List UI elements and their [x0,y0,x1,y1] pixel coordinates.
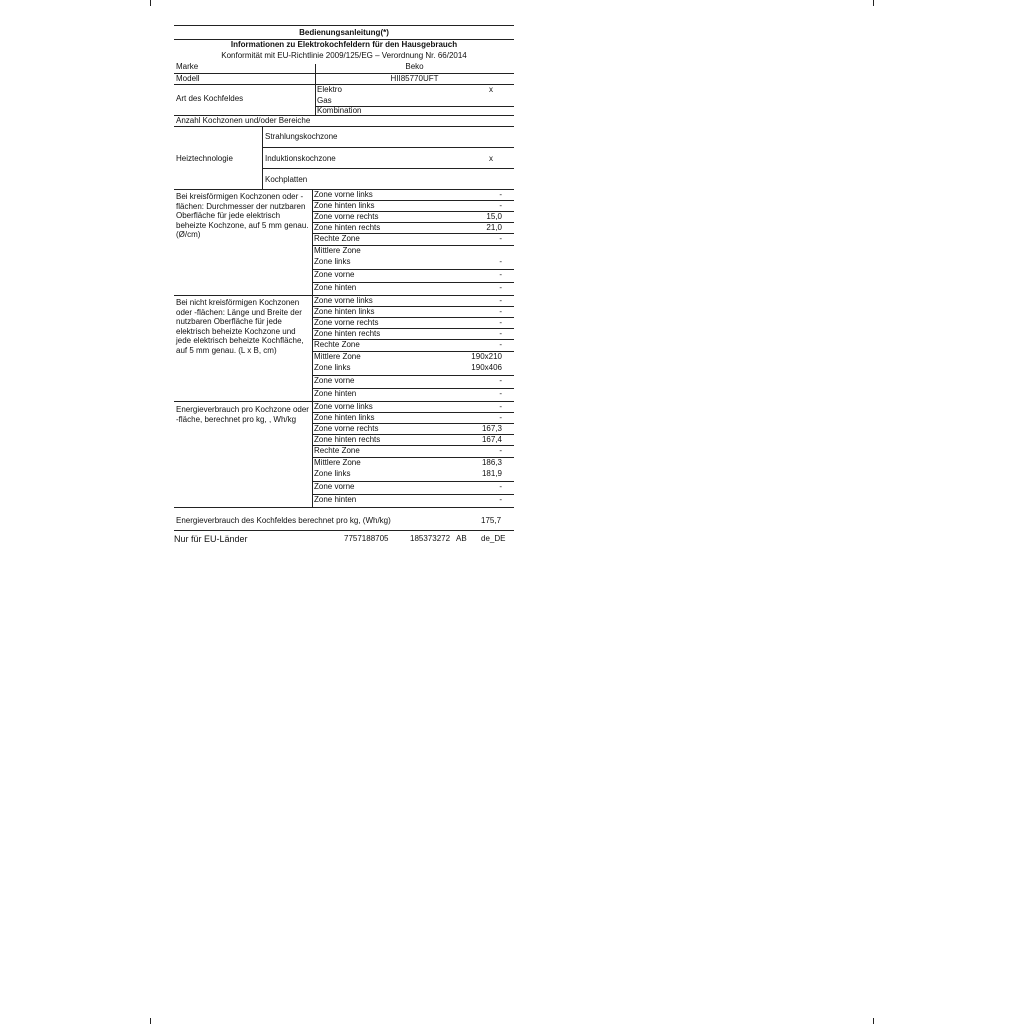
zone-name: Zone hinten [314,283,357,292]
zone-value: - [499,340,502,349]
rule-top [174,25,514,26]
rule [174,530,514,531]
row-rule [312,351,514,352]
zone-value: - [499,376,502,385]
rule [174,126,514,127]
zone-value: - [499,413,502,422]
zone-name: Zone hinten [314,389,357,398]
model-label: Modell [176,74,200,83]
col-divider [312,189,313,295]
rule [262,168,514,169]
zone-name: Zone links [314,469,351,478]
zone-value: - [499,190,502,199]
footer-code: AB [456,534,467,543]
zone-name: Zone hinten links [314,307,375,316]
footer-locale: de_DE [481,534,506,543]
non-circular-label: Bei nicht kreisförmigen Kochzonen oder -flächen: Länge und Breite der nutzbaren Oberfläche für jede elektrisch beheizte Kochzone und jede elektrisch beheizte Kochfläche, auf 5 mm genau. (L x B, cm) [176,298,304,355]
zone-value: 190x210 [471,352,502,361]
zone-name: Zone hinten links [314,413,375,422]
rule [174,507,514,508]
zone-name: Zone hinten rechts [314,329,381,338]
zone-value: - [499,482,502,491]
zone-value: - [499,296,502,305]
zone-name: Zone links [314,257,351,266]
brand-value: Beko [405,62,424,71]
energy-total-label: Energieverbrauch des Kochfeldes berechnet pro kg, (Wh/kg) [176,516,391,525]
row-rule [312,233,514,234]
zone-value: - [499,307,502,316]
row-rule [312,222,514,223]
row-rule [312,494,514,495]
zone-name: Zone vorne rechts [314,212,379,221]
zone-name: Zone vorne links [314,402,373,411]
row-rule [312,388,514,389]
model-value: HII85770UFT [390,74,439,83]
heating-mark: x [489,154,493,163]
zone-value: 167,4 [481,435,502,444]
zone-value: 190x406 [471,363,502,372]
footer-code: 7757188705 [344,534,389,543]
row-rule [312,317,514,318]
zone-name: Zone vorne [314,482,355,491]
row-rule [312,423,514,424]
energy-total-value: 175,7 [481,516,502,525]
rule [262,147,514,148]
heating-option: Induktionskochzone [265,154,336,163]
zone-name: Rechte Zone [314,446,360,455]
row-rule [312,339,514,340]
zone-name: Mittlere Zone [314,458,361,467]
zone-value: - [499,234,502,243]
zone-value: - [499,270,502,279]
zone-value: - [499,389,502,398]
zone-count-label: Anzahl Kochzonen und/oder Bereiche [176,116,311,125]
row-rule [312,457,514,458]
zone-name: Rechte Zone [314,340,360,349]
zone-name: Rechte Zone [314,234,360,243]
sheet-subtitle: Informationen zu Elektrokochfeldern für den Hausgebrauch [230,40,458,49]
conformity-note: Konformität mit EU-Richtlinie 2009/125/EG – Verordnung Nr. 66/2014 [221,51,467,60]
row-rule [312,211,514,212]
row-rule [312,245,514,246]
zone-value: - [499,495,502,504]
zone-name: Zone links [314,363,351,372]
zone-value: - [499,201,502,210]
crop-mark-top-right [873,0,874,6]
zone-value: - [499,402,502,411]
heating-label: Heiztechnologie [176,154,233,163]
hob-type-option: Kombination [317,106,362,115]
hob-type-mark: x [489,85,493,94]
zone-name: Zone vorne [314,376,355,385]
zone-value: - [499,283,502,292]
col-divider [312,401,313,507]
col-divider [262,126,263,189]
hob-type-option: Elektro [317,85,342,94]
heating-option: Strahlungskochzone [265,132,338,141]
zone-value: 21,0 [486,223,502,232]
footer-code: 185373272 [410,534,451,543]
zone-value: - [499,318,502,327]
row-rule [312,445,514,446]
zone-name: Zone vorne links [314,190,373,199]
zone-value: 167,3 [481,424,502,433]
rule [174,73,514,74]
rule [174,84,514,85]
energy-zone-label: Energieverbrauch pro Kochzone oder -fläche, berechnet pro kg, , Wh/kg [176,405,309,424]
zone-name: Zone hinten rechts [314,223,381,232]
zone-name: Mittlere Zone [314,352,361,361]
row-rule [312,282,514,283]
circular-label: Bei kreisförmigen Kochzonen oder -flächen: Durchmesser der nutzbaren Oberfläche für jede elektrisch beheizte Kochzone, auf 5 mm genau. (Ø/cm) [176,192,309,240]
row-rule [312,269,514,270]
row-rule [312,481,514,482]
zone-value: - [499,257,502,266]
zone-name: Zone hinten links [314,201,375,210]
row-rule [312,306,514,307]
row-rule [312,328,514,329]
sheet-title: Bedienungsanleitung(*) [299,28,389,37]
zone-value: - [499,446,502,455]
zone-name: Zone vorne rechts [314,424,379,433]
zone-name: Zone vorne links [314,296,373,305]
footer-note: Nur für EU-Länder [174,534,248,544]
zone-value: - [499,329,502,338]
crop-mark-top-left [150,0,151,6]
row-rule [312,200,514,201]
row-rule [312,412,514,413]
heating-option: Kochplatten [265,175,308,184]
brand-label: Marke [176,62,199,71]
crop-mark-bottom-right [873,1018,874,1024]
zone-value: 186,3 [481,458,502,467]
zone-name: Mittlere Zone [314,246,361,255]
hob-type-option: Gas [317,96,332,105]
zone-name: Zone hinten rechts [314,435,381,444]
zone-name: Zone vorne [314,270,355,279]
row-rule [312,375,514,376]
crop-mark-bottom-left [150,1018,151,1024]
hob-type-label: Art des Kochfeldes [176,94,244,103]
zone-name: Zone vorne rechts [314,318,379,327]
zone-value: 181,9 [481,469,502,478]
col-divider [315,64,316,115]
zone-name: Zone hinten [314,495,357,504]
col-divider [312,295,313,401]
row-rule [312,434,514,435]
zone-value: 15,0 [486,212,502,221]
